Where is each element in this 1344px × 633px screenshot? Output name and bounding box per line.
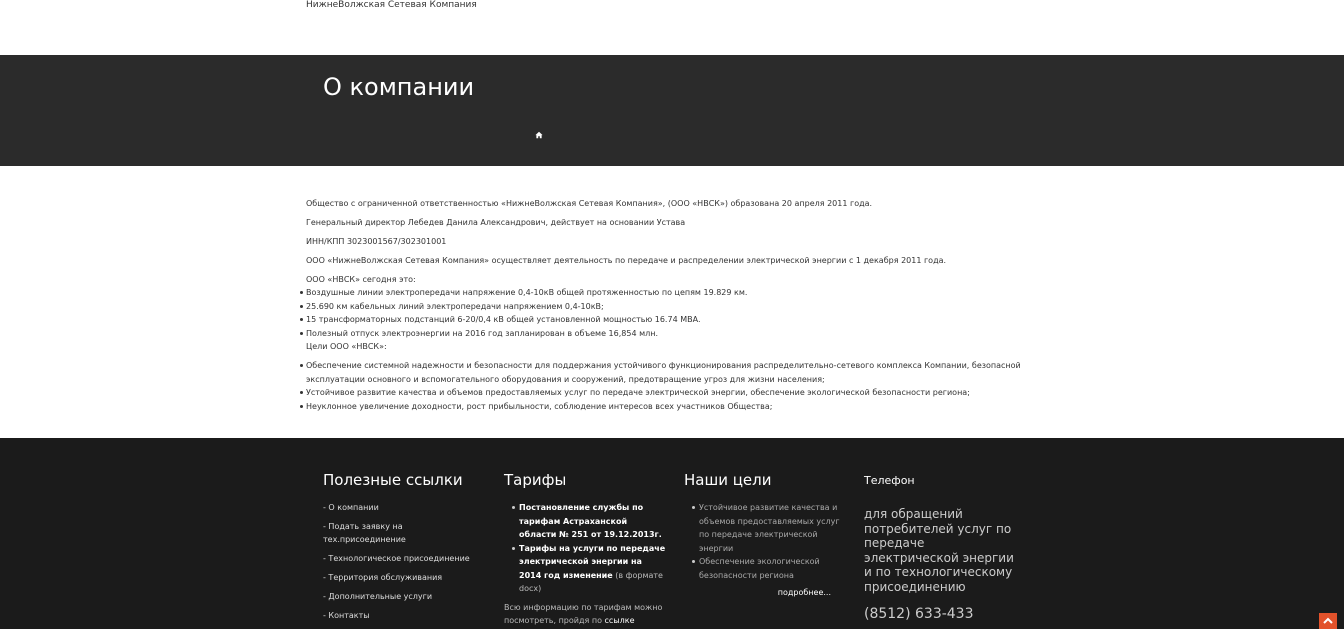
tariffs-more-text: Всю информацию по тарифам можно посмотреть, пройдя по: [504, 602, 663, 625]
footer-link-tech-connection[interactable]: - Технологическое присоединение: [323, 554, 470, 563]
today-list: [306, 286, 1046, 340]
tariffs-more: [504, 601, 666, 628]
director-paragraph: Генеральный директор Лебедев Данила Александрович, действует на основании Устава: [306, 218, 686, 227]
site-name[interactable]: НижнеВолжская Сетевая Компания: [306, 0, 477, 10]
footer: [0, 438, 1344, 629]
footer-link-service-area[interactable]: - Территория обслуживания: [323, 573, 443, 582]
footer-links-column: [323, 471, 483, 628]
footer-phone-heading: Телефон: [864, 474, 915, 487]
footer-phone-column: [864, 471, 1024, 622]
intro-paragraph: Общество с ограниченной ответственностью «НижнеВолжская Сетевая Компания», (ООО «НВСК») образована 20 апреля 2011 года.: [306, 199, 873, 208]
footer-goals-list: [684, 501, 849, 582]
about-content: [306, 197, 1046, 413]
home-icon[interactable]: [535, 131, 543, 139]
footer-goals-column: [684, 471, 849, 597]
chevron-up-icon: [1319, 613, 1337, 629]
footer-link-about[interactable]: - О компании: [323, 503, 379, 512]
list-item: Неуклонное увеличение доходности, рост прибыльности, соблюдение интересов всех участников Общества;: [306, 400, 1046, 414]
inn-paragraph: ИНН/КПП 3023001567/302301001: [306, 237, 447, 246]
tariffs-list: [504, 501, 666, 596]
tariff-link[interactable]: Постановление службы по тарифам Астраханской области № 251 от 19.12.2013г.: [519, 501, 666, 542]
goals-heading: Цели ООО «НВСК»:: [306, 342, 387, 351]
list-item: Полезный отпуск электроэнергии на 2016 год запланирован в объеме 16,854 млн.: [306, 327, 1046, 341]
footer-tariffs-heading: Тарифы: [504, 471, 567, 489]
list-item: Обеспечение системной надежности и безопасности для поддержания устойчивого функционирования распределительно-сетевого комплекса Компании, безопасной эксплуатации основного и вспомогательного оборудования и сооружений, предотвращение угроз для жизни населения;: [306, 359, 1046, 386]
top-bar: [0, 0, 1344, 55]
footer-link-additional-services[interactable]: - Дополнительные услуги: [323, 592, 433, 601]
footer-links-heading: Полезные ссылки: [323, 471, 463, 489]
list-item: Устойчивое развитие качества и объемов предоставляемых услуг по передаче электрической энергии: [699, 501, 849, 555]
today-heading: ООО «НВСК» сегодня это:: [306, 275, 416, 284]
tariff-link-text[interactable]: Тарифы на услуги по передаче электрической энергии на 2014 год изменение: [519, 543, 666, 580]
phone-description: для обращений потребителей услуг по передаче электрической энергии и по технологическому присоединению: [864, 507, 1014, 594]
scroll-top-button[interactable]: [1319, 613, 1337, 629]
page-header: [0, 55, 1344, 166]
footer-tariffs-column: [504, 471, 666, 628]
footer-goals-heading: Наши цели: [684, 471, 772, 489]
tariff-link[interactable]: [519, 542, 666, 596]
goals-list: [306, 359, 1046, 413]
tariffs-more-link[interactable]: ссылке: [604, 616, 635, 625]
goals-more-link[interactable]: подробнее...: [777, 588, 831, 597]
list-item: Обеспечение экологической безопасности региона: [699, 555, 849, 582]
list-item: 15 трансформаторных подстанций 6-20/0,4 кВ общей установленной мощностью 16.74 МВА.: [306, 313, 1046, 327]
phone-number: (8512) 633-433: [864, 606, 974, 622]
list-item: Воздушные линии электропередачи напряжение 0,4-10кВ общей протяженностью по цепям 19.829 км.: [306, 286, 1046, 300]
footer-link-application[interactable]: - Подать заявку на тех.присоединение: [323, 522, 406, 544]
activity-paragraph: ООО «НижнеВолжская Сетевая Компания» осуществляет деятельность по передаче и распределении электрической энергии с 1 декабря 2011 года.: [306, 256, 947, 265]
tariff-format-note: (в формате docx): [519, 570, 663, 593]
footer-link-contacts[interactable]: - Контакты: [323, 611, 370, 620]
list-item: 25.690 км кабельных линий электропередачи напряжением 0,4-10кВ;: [306, 300, 1046, 314]
list-item: Устойчивое развитие качества и объемов предоставляемых услуг по передаче электрической энергии, обеспечение экологической безопасности региона;: [306, 386, 1046, 400]
page-title: О компании: [323, 73, 475, 101]
